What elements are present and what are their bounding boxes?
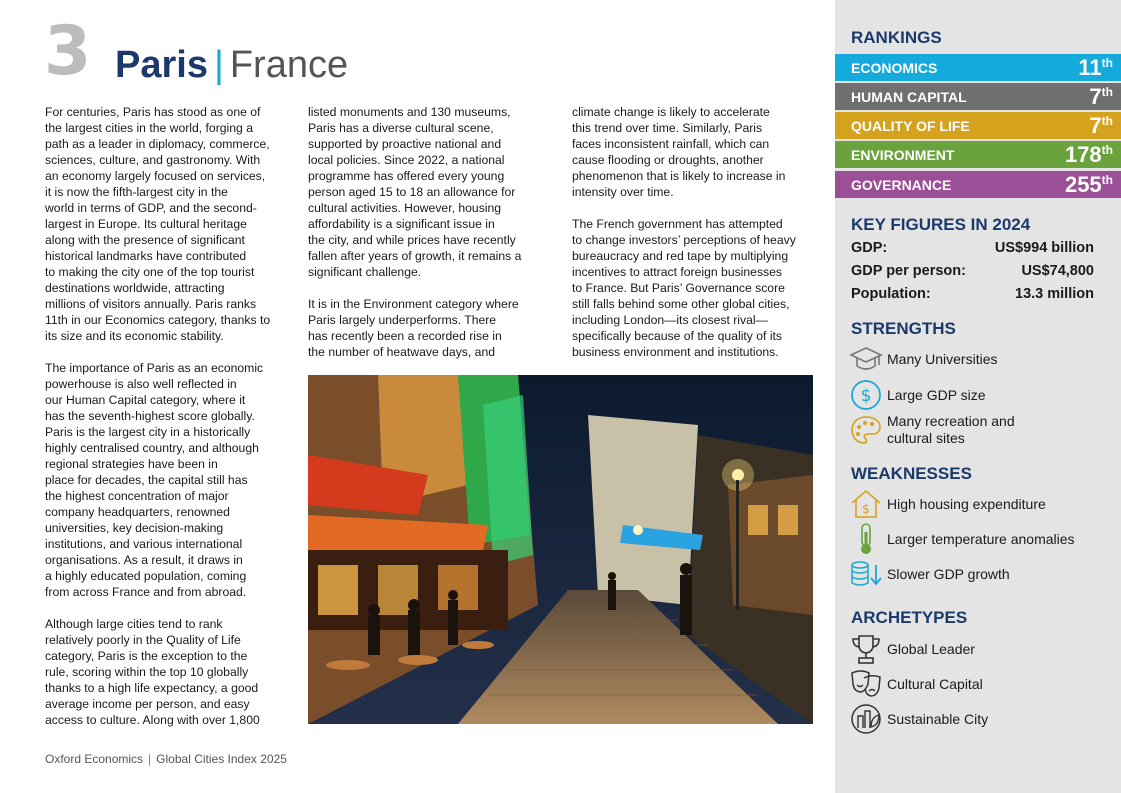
archetypes-heading: ARCHETYPES bbox=[851, 608, 968, 627]
key-figures-heading: KEY FIGURES IN 2024 bbox=[851, 215, 1031, 234]
strength-text: Many recreation and cultural sites bbox=[887, 413, 1015, 446]
strength-text: Large GDP size bbox=[887, 387, 986, 403]
paragraph: Although large cities tend to rank relatively poorly in the Quality of Life category, Paris is the exception to the rule, scoring within the top 10 globally thanks to a high life expectancy, a good average income per person, and easy access to culture. Along with over 1,800 bbox=[45, 617, 260, 727]
ranking-bar-human-capital bbox=[835, 83, 1121, 110]
paragraph: listed monuments and 130 museums, Paris has a diverse cultural scene, supported by proactive national and local policies. Since 2022, a national programme has offered every young person aged 15 to 18 an allowance for cultural activities. However, housing affordability is a significant issue in the city, and while prices have recently fallen after years of growth, it remains a significant challenge. bbox=[308, 105, 522, 279]
weakness-text: Larger temperature anomalies bbox=[887, 531, 1075, 547]
graduation-cap-icon bbox=[849, 343, 883, 377]
ranking-value: 7th bbox=[1089, 113, 1113, 138]
ranking-label: HUMAN CAPITAL bbox=[851, 89, 967, 105]
city-name: Paris bbox=[115, 44, 208, 86]
archetype-text: Global Leader bbox=[887, 641, 975, 657]
ranking-label: ENVIRONMENT bbox=[851, 147, 955, 163]
thermometer-icon bbox=[849, 522, 883, 556]
street-illustration bbox=[308, 375, 813, 724]
coins-down-arrow-icon bbox=[849, 557, 883, 591]
footer-separator: | bbox=[148, 752, 152, 766]
palette-icon bbox=[849, 413, 883, 447]
ranking-label: QUALITY OF LIFE bbox=[851, 118, 970, 134]
key-figure-label: GDP: bbox=[851, 240, 888, 256]
archetype-text: Sustainable City bbox=[887, 711, 989, 727]
title-separator: | bbox=[213, 44, 224, 86]
leaf-city-icon bbox=[849, 702, 883, 736]
text-column-2 bbox=[308, 104, 552, 376]
weakness-text: High housing expenditure bbox=[887, 496, 1046, 512]
key-figure-row bbox=[851, 286, 1094, 302]
page-title bbox=[115, 46, 348, 84]
text-column-3 bbox=[572, 104, 816, 376]
paris-street-photo bbox=[308, 375, 813, 724]
ranking-bar-economics bbox=[835, 54, 1121, 81]
theatre-masks-icon bbox=[849, 667, 883, 701]
svg-text:$: $ bbox=[860, 386, 872, 406]
ranking-value: 11th bbox=[1078, 55, 1113, 80]
paragraph: It is in the Environment category where Paris largely underperforms. There has recently been a recorded rise in the number of heatwave days, and bbox=[308, 297, 519, 359]
ranking-bar-governance bbox=[835, 171, 1121, 198]
ranking-value: 178th bbox=[1064, 142, 1113, 167]
paragraph: For centuries, Paris has stood as one of the largest cities in the world, forging a path as a leader in diplomacy, commerce, sciences, culture, and gastronomy. With an economy largely focused on services, it is now the fifth-largest city in the world in terms of GDP, and the second- largest in Europe. Its cultural heritage along with the presence of significant historical landmarks have contributed to making the city one of the top tourist destinations worldwide, attracting millions of visitors annually. Paris ranks 11th in our Economics category, thanks to its size and its economic stability. bbox=[45, 105, 271, 343]
country-name: France bbox=[229, 44, 349, 86]
ranking-value: 7th bbox=[1089, 84, 1113, 109]
text-column-1 bbox=[45, 104, 289, 744]
house-dollar-icon bbox=[849, 487, 883, 521]
key-figure-row bbox=[851, 240, 1094, 256]
ranking-value: 255th bbox=[1064, 172, 1113, 197]
weakness-text: Slower GDP growth bbox=[887, 566, 1010, 582]
ranking-bar-quality-of-life bbox=[835, 112, 1121, 139]
weaknesses-heading: WEAKNESSES bbox=[851, 464, 972, 483]
footer-report-title: Global Cities Index 2025 bbox=[156, 752, 287, 766]
key-figure-value: 13.3 million bbox=[1015, 286, 1094, 302]
strengths-heading: STRENGTHS bbox=[851, 319, 956, 338]
paragraph: climate change is likely to accelerate this trend over time. Similarly, Paris faces inconsistent rainfall, which can cause flooding or droughts, another phenomenon that is likely to increase in intensity over time. bbox=[572, 105, 786, 199]
key-figure-row bbox=[851, 263, 1094, 279]
key-figure-value: US$74,800 bbox=[1021, 263, 1094, 279]
trophy-icon bbox=[849, 632, 883, 666]
rankings-heading: RANKINGS bbox=[851, 28, 942, 47]
city-rank-number: 3 bbox=[44, 12, 90, 91]
ranking-label: GOVERNANCE bbox=[851, 177, 952, 193]
paragraph: The importance of Paris as an economic powerhouse is also well reflected in our Human Capital category, where it has the seventh-highest score globally. Paris is the largest city in a historically highly centralised country, and although regional strategies have been in place for decades, the capital still has the highest concentration of major company headquarters, renowned universities, key decision-making institutions, and various international organisations. As a result, it draws in a highly educated population, coming from across France and from abroad. bbox=[45, 361, 264, 599]
city-profile-sidebar bbox=[835, 0, 1121, 793]
key-figure-label: Population: bbox=[851, 286, 931, 302]
page-footer bbox=[45, 752, 287, 766]
archetype-text: Cultural Capital bbox=[887, 676, 983, 692]
strength-text: Many Universities bbox=[887, 351, 998, 367]
key-figure-label: GDP per person: bbox=[851, 263, 966, 279]
key-figure-value: US$994 billion bbox=[994, 240, 1094, 256]
paragraph: The French government has attempted to change investors’ perceptions of heavy bureaucracy and red tape by multiplying incentives to attract foreign businesses to France. But Paris’ Governance score still falls behind some other global cities, including London—its closest rival— specifically because of the quality of its business environment and institutions. bbox=[572, 217, 796, 359]
footer-publisher: Oxford Economics bbox=[45, 752, 144, 766]
ranking-bar-environment bbox=[835, 141, 1121, 168]
dollar-coin-icon bbox=[849, 378, 883, 412]
svg-text:$: $ bbox=[862, 502, 870, 516]
ranking-label: ECONOMICS bbox=[851, 60, 938, 76]
